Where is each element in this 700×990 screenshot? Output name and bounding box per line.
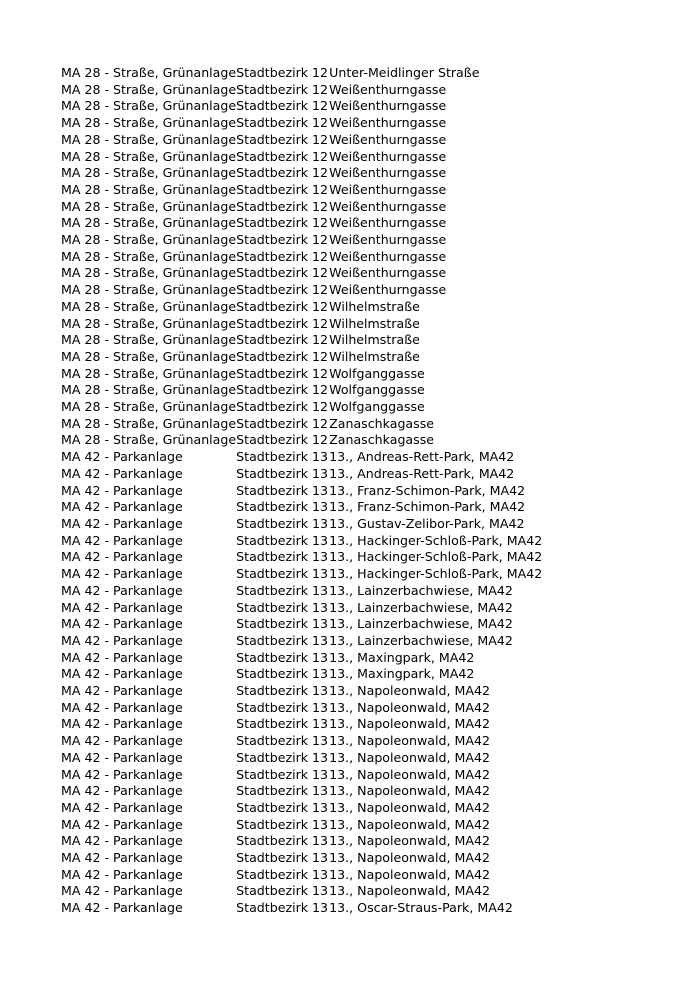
department-cell: MA 28 - Straße, Grünanlage <box>61 181 237 197</box>
department-cell: MA 42 - Parkanlage <box>61 515 183 531</box>
district-cell: Stadtbezirk 12 <box>236 365 329 381</box>
district-cell: Stadtbezirk 13 <box>236 816 329 832</box>
location-cell: Weißenthurngasse <box>329 131 447 147</box>
department-cell: MA 42 - Parkanlage <box>61 582 183 598</box>
location-cell: Weißenthurngasse <box>329 232 447 248</box>
location-cell: 13., Hackinger-Schloß-Park, MA42 <box>329 549 543 565</box>
table-row <box>61 249 542 266</box>
table-row <box>61 767 542 784</box>
department-cell: MA 28 - Straße, Grünanlage <box>61 98 237 114</box>
department-cell: MA 28 - Straße, Grünanlage <box>61 198 237 214</box>
district-cell: Stadtbezirk 12 <box>236 432 329 448</box>
department-cell: MA 42 - Parkanlage <box>61 699 183 715</box>
district-cell: Stadtbezirk 13 <box>236 799 329 815</box>
department-cell: MA 42 - Parkanlage <box>61 816 183 832</box>
location-cell: 13., Napoleonwald, MA42 <box>329 799 490 815</box>
location-cell: Weißenthurngasse <box>329 282 447 298</box>
table-row <box>61 416 542 433</box>
table-row <box>61 716 542 733</box>
location-cell: 13., Napoleonwald, MA42 <box>329 850 490 866</box>
location-cell: 13., Napoleonwald, MA42 <box>329 883 490 899</box>
location-cell: Weißenthurngasse <box>329 248 447 264</box>
district-cell: Stadtbezirk 12 <box>236 148 329 164</box>
location-cell: Weißenthurngasse <box>329 265 447 281</box>
location-cell: 13., Maxingpark, MA42 <box>329 666 475 682</box>
table-row <box>61 650 542 667</box>
department-cell: MA 28 - Straße, Grünanlage <box>61 148 237 164</box>
table-row <box>61 800 542 817</box>
district-cell: Stadtbezirk 13 <box>236 749 329 765</box>
location-cell: 13., Napoleonwald, MA42 <box>329 716 490 732</box>
district-cell: Stadtbezirk 13 <box>236 850 329 866</box>
table-row <box>61 733 542 750</box>
table-row <box>61 282 542 299</box>
location-cell: Zanaschkagasse <box>329 415 435 431</box>
district-cell: Stadtbezirk 12 <box>236 298 329 314</box>
department-cell: MA 42 - Parkanlage <box>61 833 183 849</box>
location-cell: Unter-Meidlinger Straße <box>329 65 480 80</box>
table-row <box>61 399 542 416</box>
location-cell: Weißenthurngasse <box>329 215 447 231</box>
table-row <box>61 449 542 466</box>
district-cell: Stadtbezirk 13 <box>236 683 329 699</box>
location-cell: Wilhelmstraße <box>329 332 420 348</box>
district-cell: Stadtbezirk 13 <box>236 582 329 598</box>
location-cell: Weißenthurngasse <box>329 98 447 114</box>
department-cell: MA 42 - Parkanlage <box>61 649 183 665</box>
department-cell: MA 42 - Parkanlage <box>61 900 183 916</box>
table-row <box>61 533 542 550</box>
table-row <box>61 165 542 182</box>
table-row <box>61 700 542 717</box>
district-cell: Stadtbezirk 12 <box>236 81 329 97</box>
district-cell: Stadtbezirk 13 <box>236 515 329 531</box>
district-cell: Stadtbezirk 13 <box>236 833 329 849</box>
district-cell: Stadtbezirk 13 <box>236 599 329 615</box>
location-cell: Zanaschkagasse <box>329 432 435 448</box>
location-cell: 13., Napoleonwald, MA42 <box>329 683 490 699</box>
district-cell: Stadtbezirk 13 <box>236 900 329 916</box>
district-cell: Stadtbezirk 13 <box>236 699 329 715</box>
table-row <box>61 232 542 249</box>
location-cell: 13., Andreas-Rett-Park, MA42 <box>329 449 515 465</box>
department-cell: MA 28 - Straße, Grünanlage <box>61 131 237 147</box>
district-cell: Stadtbezirk 12 <box>236 415 329 431</box>
department-cell: MA 42 - Parkanlage <box>61 866 183 882</box>
location-cell: Wilhelmstraße <box>329 348 420 364</box>
location-cell: 13., Franz-Schimon-Park, MA42 <box>329 499 526 515</box>
department-cell: MA 28 - Straße, Grünanlage <box>61 348 237 364</box>
table-row <box>61 516 542 533</box>
department-cell: MA 42 - Parkanlage <box>61 783 183 799</box>
district-cell: Stadtbezirk 13 <box>236 883 329 899</box>
table-row <box>61 616 542 633</box>
department-cell: MA 42 - Parkanlage <box>61 683 183 699</box>
records-table <box>61 65 542 917</box>
department-cell: MA 42 - Parkanlage <box>61 499 183 515</box>
table-row <box>61 149 542 166</box>
location-cell: Weißenthurngasse <box>329 181 447 197</box>
location-cell: Wolfganggasse <box>329 382 425 398</box>
location-cell: 13., Maxingpark, MA42 <box>329 649 475 665</box>
location-cell: Weißenthurngasse <box>329 165 447 181</box>
table-row <box>61 265 542 282</box>
department-cell: MA 42 - Parkanlage <box>61 532 183 548</box>
department-cell: MA 28 - Straße, Grünanlage <box>61 365 237 381</box>
location-cell: Wilhelmstraße <box>329 315 420 331</box>
district-cell: Stadtbezirk 12 <box>236 215 329 231</box>
location-cell: Weißenthurngasse <box>329 81 447 97</box>
department-cell: MA 42 - Parkanlage <box>61 549 183 565</box>
district-cell: Stadtbezirk 12 <box>236 399 329 415</box>
table-row <box>61 549 542 566</box>
location-cell: 13., Lainzerbachwiese, MA42 <box>329 632 513 648</box>
district-cell: Stadtbezirk 13 <box>236 733 329 749</box>
location-cell: 13., Napoleonwald, MA42 <box>329 699 490 715</box>
location-cell: Weißenthurngasse <box>329 115 447 131</box>
district-cell: Stadtbezirk 12 <box>236 98 329 114</box>
district-cell: Stadtbezirk 13 <box>236 549 329 565</box>
table-row <box>61 466 542 483</box>
district-cell: Stadtbezirk 13 <box>236 716 329 732</box>
table-row <box>61 783 542 800</box>
department-cell: MA 42 - Parkanlage <box>61 616 183 632</box>
table-row <box>61 833 542 850</box>
location-cell: Wilhelmstraße <box>329 298 420 314</box>
table-row <box>61 499 542 516</box>
district-cell: Stadtbezirk 13 <box>236 465 329 481</box>
district-cell: Stadtbezirk 12 <box>236 382 329 398</box>
location-cell: 13., Napoleonwald, MA42 <box>329 866 490 882</box>
location-cell: Wolfganggasse <box>329 399 425 415</box>
table-row <box>61 366 542 383</box>
department-cell: MA 42 - Parkanlage <box>61 666 183 682</box>
location-cell: Weißenthurngasse <box>329 148 447 164</box>
table-row <box>61 600 542 617</box>
district-cell: Stadtbezirk 12 <box>236 348 329 364</box>
table-row <box>61 432 542 449</box>
table-row <box>61 316 542 333</box>
table-row <box>61 82 542 99</box>
department-cell: MA 28 - Straße, Grünanlage <box>61 399 237 415</box>
department-cell: MA 28 - Straße, Grünanlage <box>61 382 237 398</box>
district-cell: Stadtbezirk 13 <box>236 532 329 548</box>
table-row <box>61 199 542 216</box>
department-cell: MA 28 - Straße, Grünanlage <box>61 282 237 298</box>
table-row <box>61 750 542 767</box>
location-cell: 13., Franz-Schimon-Park, MA42 <box>329 482 526 498</box>
district-cell: Stadtbezirk 13 <box>236 499 329 515</box>
department-cell: MA 42 - Parkanlage <box>61 766 183 782</box>
records-table-body <box>61 65 542 917</box>
district-cell: Stadtbezirk 12 <box>236 131 329 147</box>
department-cell: MA 28 - Straße, Grünanlage <box>61 315 237 331</box>
table-row <box>61 850 542 867</box>
table-row <box>61 583 542 600</box>
table-row <box>61 182 542 199</box>
district-cell: Stadtbezirk 13 <box>236 666 329 682</box>
table-row <box>61 115 542 132</box>
table-row <box>61 633 542 650</box>
department-cell: MA 28 - Straße, Grünanlage <box>61 265 237 281</box>
district-cell: Stadtbezirk 13 <box>236 616 329 632</box>
district-cell: Stadtbezirk 12 <box>236 181 329 197</box>
district-cell: Stadtbezirk 13 <box>236 866 329 882</box>
district-cell: Stadtbezirk 13 <box>236 449 329 465</box>
location-cell: 13., Lainzerbachwiese, MA42 <box>329 599 513 615</box>
department-cell: MA 42 - Parkanlage <box>61 566 183 582</box>
department-cell: MA 42 - Parkanlage <box>61 749 183 765</box>
table-row <box>61 900 542 917</box>
location-cell: 13., Napoleonwald, MA42 <box>329 783 490 799</box>
department-cell: MA 28 - Straße, Grünanlage <box>61 65 237 80</box>
district-cell: Stadtbezirk 12 <box>236 165 329 181</box>
location-cell: 13., Hackinger-Schloß-Park, MA42 <box>329 566 543 582</box>
department-cell: MA 28 - Straße, Grünanlage <box>61 115 237 131</box>
department-cell: MA 42 - Parkanlage <box>61 883 183 899</box>
table-row <box>61 382 542 399</box>
department-cell: MA 42 - Parkanlage <box>61 799 183 815</box>
department-cell: MA 28 - Straße, Grünanlage <box>61 165 237 181</box>
table-row <box>61 132 542 149</box>
district-cell: Stadtbezirk 12 <box>236 282 329 298</box>
department-cell: MA 28 - Straße, Grünanlage <box>61 332 237 348</box>
table-row <box>61 98 542 115</box>
department-cell: MA 42 - Parkanlage <box>61 632 183 648</box>
department-cell: MA 42 - Parkanlage <box>61 733 183 749</box>
location-cell: 13., Napoleonwald, MA42 <box>329 766 490 782</box>
district-cell: Stadtbezirk 12 <box>236 265 329 281</box>
department-cell: MA 42 - Parkanlage <box>61 599 183 615</box>
table-row <box>61 299 542 316</box>
location-cell: 13., Napoleonwald, MA42 <box>329 733 490 749</box>
table-row <box>61 566 542 583</box>
location-cell: 13., Lainzerbachwiese, MA42 <box>329 616 513 632</box>
district-cell: Stadtbezirk 13 <box>236 649 329 665</box>
district-cell: Stadtbezirk 13 <box>236 566 329 582</box>
department-cell: MA 42 - Parkanlage <box>61 449 183 465</box>
department-cell: MA 28 - Straße, Grünanlage <box>61 432 237 448</box>
table-row <box>61 332 542 349</box>
district-cell: Stadtbezirk 13 <box>236 632 329 648</box>
table-row <box>61 215 542 232</box>
table-row <box>61 817 542 834</box>
department-cell: MA 42 - Parkanlage <box>61 716 183 732</box>
location-cell: 13., Andreas-Rett-Park, MA42 <box>329 465 515 481</box>
location-cell: 13., Lainzerbachwiese, MA42 <box>329 582 513 598</box>
district-cell: Stadtbezirk 12 <box>236 232 329 248</box>
table-row <box>61 349 542 366</box>
department-cell: MA 28 - Straße, Grünanlage <box>61 415 237 431</box>
location-cell: 13., Napoleonwald, MA42 <box>329 833 490 849</box>
district-cell: Stadtbezirk 13 <box>236 783 329 799</box>
table-row <box>61 883 542 900</box>
district-cell: Stadtbezirk 12 <box>236 115 329 131</box>
district-cell: Stadtbezirk 13 <box>236 766 329 782</box>
district-cell: Stadtbezirk 12 <box>236 198 329 214</box>
department-cell: MA 42 - Parkanlage <box>61 482 183 498</box>
table-row <box>61 666 542 683</box>
table-row <box>61 483 542 500</box>
district-cell: Stadtbezirk 13 <box>236 482 329 498</box>
location-cell: Weißenthurngasse <box>329 198 447 214</box>
table-row <box>61 65 542 82</box>
district-cell: Stadtbezirk 12 <box>236 332 329 348</box>
department-cell: MA 28 - Straße, Grünanlage <box>61 81 237 97</box>
location-cell: 13., Hackinger-Schloß-Park, MA42 <box>329 532 543 548</box>
location-cell: 13., Napoleonwald, MA42 <box>329 816 490 832</box>
location-cell: 13., Oscar-Straus-Park, MA42 <box>329 900 513 916</box>
district-cell: Stadtbezirk 12 <box>236 65 329 80</box>
location-cell: Wolfganggasse <box>329 365 425 381</box>
location-cell: 13., Napoleonwald, MA42 <box>329 749 490 765</box>
department-cell: MA 28 - Straße, Grünanlage <box>61 232 237 248</box>
department-cell: MA 28 - Straße, Grünanlage <box>61 215 237 231</box>
department-cell: MA 42 - Parkanlage <box>61 850 183 866</box>
department-cell: MA 42 - Parkanlage <box>61 465 183 481</box>
department-cell: MA 28 - Straße, Grünanlage <box>61 248 237 264</box>
table-row <box>61 683 542 700</box>
table-row <box>61 867 542 884</box>
district-cell: Stadtbezirk 12 <box>236 248 329 264</box>
location-cell: 13., Gustav-Zelibor-Park, MA42 <box>329 515 525 531</box>
district-cell: Stadtbezirk 12 <box>236 315 329 331</box>
department-cell: MA 28 - Straße, Grünanlage <box>61 298 237 314</box>
